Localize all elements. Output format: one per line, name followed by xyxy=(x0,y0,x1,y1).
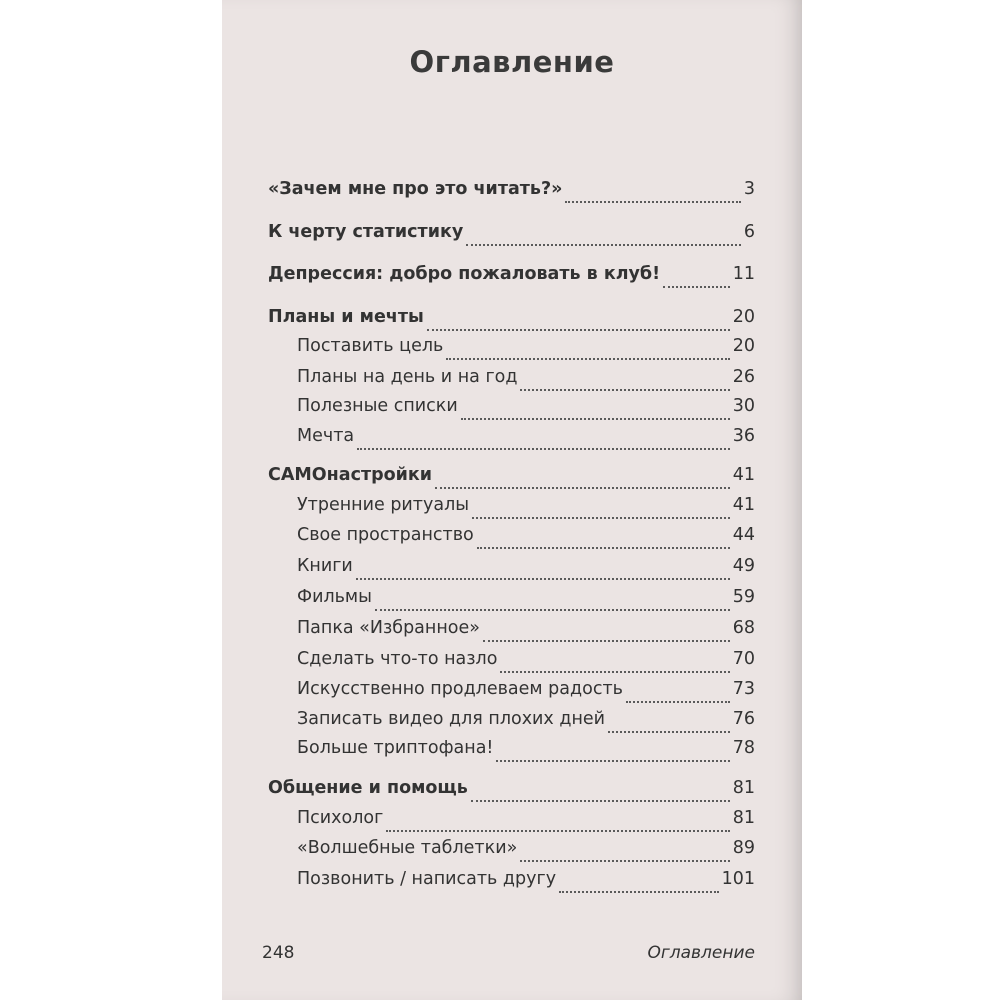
toc-chapter xyxy=(268,307,755,337)
toc-entry-label: Папка «Избранное» xyxy=(297,618,480,638)
toc-entry-label: Искусственно продлеваем радость xyxy=(297,679,623,699)
toc-entry-label: Психолог xyxy=(297,808,384,828)
toc-entry-page: 44 xyxy=(732,525,755,545)
toc-entry-page: 11 xyxy=(732,264,755,284)
dot-leader xyxy=(626,699,730,703)
toc-entry-label: Общение и помощь xyxy=(268,778,468,798)
dot-leader xyxy=(500,669,729,673)
toc-entry-label: Позвонить / написать другу xyxy=(297,869,557,889)
toc-entry-page: 68 xyxy=(732,618,755,638)
toc-entry-page: 26 xyxy=(732,367,755,387)
dot-leader xyxy=(357,446,730,450)
dot-leader xyxy=(520,858,729,862)
toc-entry-page: 59 xyxy=(732,587,755,607)
toc-section xyxy=(297,808,755,838)
toc-section xyxy=(297,495,755,525)
toc-entry-page: 36 xyxy=(732,426,755,446)
dot-leader xyxy=(477,545,730,549)
toc-section xyxy=(297,367,755,397)
dot-leader xyxy=(461,416,730,420)
toc-section xyxy=(297,649,755,679)
dot-leader xyxy=(435,485,730,489)
toc-entry-page: 41 xyxy=(732,495,755,515)
toc-entry-page: 78 xyxy=(732,738,755,758)
toc-chapter xyxy=(268,465,755,495)
toc-entry-label: Мечта xyxy=(297,426,355,446)
toc-entry-page: 3 xyxy=(743,179,755,199)
dot-leader xyxy=(386,828,729,832)
toc-entry-label: САМОнастройки xyxy=(268,465,433,485)
toc-section xyxy=(297,426,755,456)
page-title: Оглавление xyxy=(409,45,615,79)
dot-leader xyxy=(565,199,740,203)
toc-entry-page: 6 xyxy=(743,222,755,242)
toc-entry-label: К черту статистику xyxy=(268,222,464,242)
dot-leader xyxy=(427,327,730,331)
toc-entry-page: 70 xyxy=(732,649,755,669)
toc-entry-label: «Зачем мне про это читать?» xyxy=(268,179,563,199)
toc-entry-page: 41 xyxy=(732,465,755,485)
toc-chapter xyxy=(268,778,755,808)
toc-section xyxy=(297,679,755,709)
page-number: 248 xyxy=(262,943,295,963)
toc-entry-label: «Волшебные таблетки» xyxy=(297,838,518,858)
dot-leader xyxy=(559,889,719,893)
toc-entry-page: 76 xyxy=(732,709,755,729)
toc-section xyxy=(297,525,755,555)
toc-entry-label: Депрессия: добро пожаловать в клуб! xyxy=(268,264,661,284)
toc-entry-page: 81 xyxy=(732,778,755,798)
toc-entry-label: Сделать что-то назло xyxy=(297,649,498,669)
toc-chapter xyxy=(268,222,755,252)
dot-leader xyxy=(483,638,730,642)
toc-entry-page: 20 xyxy=(732,307,755,327)
running-title: Оглавление xyxy=(647,943,755,963)
toc-entry-label: Книги xyxy=(297,556,353,576)
dot-leader xyxy=(496,758,729,762)
dot-leader xyxy=(466,242,741,246)
dot-leader xyxy=(663,284,730,288)
toc-entry-label: Планы и мечты xyxy=(268,307,424,327)
toc-section xyxy=(297,556,755,586)
toc-section xyxy=(297,587,755,617)
toc-entry-page: 101 xyxy=(721,869,755,889)
toc-entry-label: Полезные списки xyxy=(297,396,458,416)
toc-entry-label: Утренние ритуалы xyxy=(297,495,470,515)
toc-chapter xyxy=(268,264,755,294)
toc-entry-page: 30 xyxy=(732,396,755,416)
toc-entry-label: Свое пространство xyxy=(297,525,474,545)
toc-section xyxy=(297,709,755,739)
toc-entry-page: 81 xyxy=(732,808,755,828)
toc-section xyxy=(297,838,755,868)
dot-leader xyxy=(446,356,729,360)
dot-leader xyxy=(356,576,730,580)
dot-leader xyxy=(471,798,730,802)
dot-leader xyxy=(608,729,730,733)
toc-entry-page: 89 xyxy=(732,838,755,858)
toc-section xyxy=(297,336,755,366)
toc-section xyxy=(297,618,755,648)
toc-entry-label: Поставить цель xyxy=(297,336,444,356)
dot-leader xyxy=(375,607,730,611)
toc-section xyxy=(297,738,755,768)
toc-entry-label: Записать видео для плохих дней xyxy=(297,709,606,729)
toc-entry-page: 20 xyxy=(732,336,755,356)
toc-chapter xyxy=(268,179,755,209)
toc-entry-label: Планы на день и на год xyxy=(297,367,518,387)
toc-entry-label: Фильмы xyxy=(297,587,372,607)
dot-leader xyxy=(472,515,730,519)
dot-leader xyxy=(520,387,729,391)
toc-section xyxy=(297,869,755,899)
toc-entry-page: 73 xyxy=(732,679,755,699)
toc-section xyxy=(297,396,755,426)
toc-entry-label: Больше триптофана! xyxy=(297,738,494,758)
toc-entry-page: 49 xyxy=(732,556,755,576)
